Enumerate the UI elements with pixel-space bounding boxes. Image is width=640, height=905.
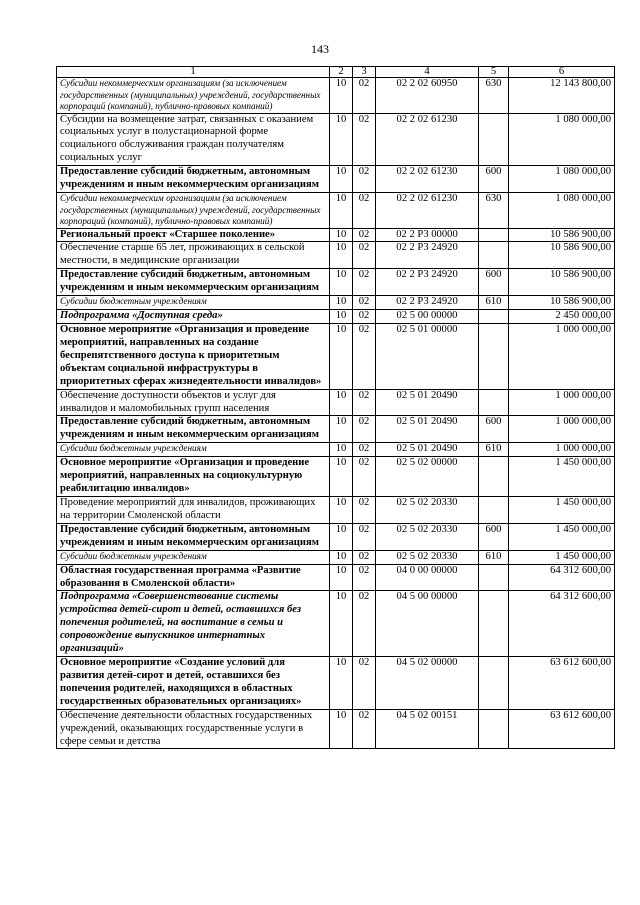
target-article-cell: 02 2 P3 24920: [376, 242, 479, 269]
expense-type-cell: [479, 242, 509, 269]
target-article-cell: 02 2 02 61230: [376, 193, 479, 229]
amount-cell: 1 000 000,00: [509, 389, 615, 416]
amount-cell: 1 080 000,00: [509, 113, 615, 166]
row-name-cell: Субсидии бюджетным учреждениям: [57, 296, 330, 310]
target-article-cell: 02 2 P3 00000: [376, 228, 479, 242]
expense-type-cell: 630: [479, 193, 509, 229]
expense-type-cell: 600: [479, 523, 509, 550]
table-row: [57, 78, 615, 114]
table-row: [57, 564, 615, 591]
subsection-code-cell: 02: [353, 523, 376, 550]
target-article-cell: 02 5 02 20330: [376, 523, 479, 550]
subsection-code-cell: 02: [353, 193, 376, 229]
row-name-cell: Подпрограмма «Доступная среда»: [57, 310, 330, 324]
row-name-cell: Субсидии на возмещение затрат, связанных с оказанием социальных услуг в полустационарной форме социального обслуживания граждан получателям социальных услуг: [57, 113, 330, 166]
subsection-code-cell: 02: [353, 228, 376, 242]
subsection-code-cell: 02: [353, 550, 376, 564]
expense-type-cell: 600: [479, 416, 509, 443]
target-article-cell: 02 2 P3 24920: [376, 269, 479, 296]
subsection-code-cell: 02: [353, 323, 376, 389]
section-code-cell: 10: [330, 389, 353, 416]
target-article-cell: 02 2 P3 24920: [376, 296, 479, 310]
section-code-cell: 10: [330, 323, 353, 389]
section-code-cell: 10: [330, 591, 353, 657]
row-name-cell: Подпрограмма «Совершенствование системы устройства детей-сирот и детей, оставшихся без попечения родителей, на воспитание в семьи и сопровождение выпускников интернатных организаций»: [57, 591, 330, 657]
expense-type-cell: [479, 228, 509, 242]
section-code-cell: 10: [330, 709, 353, 749]
row-name-cell: Основное мероприятие «Организация и проведение мероприятий, направленных на создание беспрепятственного доступа к приоритетным объектам социальной инфраструктуры в приоритетных сферах жизнедеятельности инвалидов»: [57, 323, 330, 389]
target-article-cell: 02 5 01 20490: [376, 416, 479, 443]
table-row: [57, 523, 615, 550]
subsection-code-cell: 02: [353, 242, 376, 269]
subsection-code-cell: 02: [353, 296, 376, 310]
target-article-cell: 02 5 00 00000: [376, 310, 479, 324]
page-number: 143: [311, 42, 329, 56]
target-article-cell: 02 2 02 61230: [376, 113, 479, 166]
target-article-cell: 02 2 02 61230: [376, 166, 479, 193]
table-row: [57, 709, 615, 749]
target-article-cell: 02 2 02 60950: [376, 78, 479, 114]
target-article-cell: 02 5 02 00000: [376, 457, 479, 497]
amount-cell: 1 450 000,00: [509, 523, 615, 550]
subsection-code-cell: 02: [353, 310, 376, 324]
amount-cell: 10 586 900,00: [509, 228, 615, 242]
section-code-cell: 10: [330, 113, 353, 166]
expense-type-cell: [479, 389, 509, 416]
row-name-cell: Основное мероприятие «Организация и проведение мероприятий, направленных на социокультурную реабилитацию инвалидов»: [57, 457, 330, 497]
table-row: [57, 496, 615, 523]
amount-cell: 2 450 000,00: [509, 310, 615, 324]
section-code-cell: 10: [330, 296, 353, 310]
table-row: [57, 193, 615, 229]
header-col-2: 2: [330, 67, 353, 78]
section-code-cell: 10: [330, 228, 353, 242]
row-name-cell: Субсидии бюджетным учреждениям: [57, 550, 330, 564]
header-row: [57, 67, 615, 78]
amount-cell: 1 000 000,00: [509, 416, 615, 443]
target-article-cell: 04 5 02 00000: [376, 657, 479, 710]
section-code-cell: 10: [330, 242, 353, 269]
table-row: [57, 550, 615, 564]
header-col-6: 6: [509, 67, 615, 78]
expense-type-cell: [479, 113, 509, 166]
row-name-cell: Предоставление субсидий бюджетным, автономным учреждениям и иным некоммерческим организациям: [57, 416, 330, 443]
expense-type-cell: [479, 591, 509, 657]
row-name-cell: Обеспечение деятельности областных государственных учреждений, оказывающих государственные услуги в сфере семьи и детства: [57, 709, 330, 749]
expense-type-cell: [479, 323, 509, 389]
section-code-cell: 10: [330, 657, 353, 710]
row-name-cell: Проведение мероприятий для инвалидов, проживающих на территории Смоленской области: [57, 496, 330, 523]
table-row: [57, 269, 615, 296]
section-code-cell: 10: [330, 457, 353, 497]
section-code-cell: 10: [330, 564, 353, 591]
budget-table: [56, 66, 615, 749]
section-code-cell: 10: [330, 496, 353, 523]
subsection-code-cell: 02: [353, 564, 376, 591]
header-col-4: 4: [376, 67, 479, 78]
row-name-cell: Региональный проект «Старшее поколение»: [57, 228, 330, 242]
section-code-cell: 10: [330, 310, 353, 324]
amount-cell: 1 000 000,00: [509, 323, 615, 389]
subsection-code-cell: 02: [353, 457, 376, 497]
expense-type-cell: 600: [479, 166, 509, 193]
expense-type-cell: [479, 657, 509, 710]
amount-cell: 63 612 600,00: [509, 657, 615, 710]
subsection-code-cell: 02: [353, 496, 376, 523]
section-code-cell: 10: [330, 269, 353, 296]
table-row: [57, 389, 615, 416]
row-name-cell: Основное мероприятие «Создание условий для развития детей-сирот и детей, оставшихся без попечения родителей, находящихся в областных государственных образовательных организациях»: [57, 657, 330, 710]
row-name-cell: Субсидии некоммерческим организациям (за исключением государственных (муниципальных) учреждений, государственных корпораций (компаний), публично-правовых компаний): [57, 193, 330, 229]
subsection-code-cell: 02: [353, 591, 376, 657]
row-name-cell: Предоставление субсидий бюджетным, автономным учреждениям и иным некоммерческим организациям: [57, 269, 330, 296]
target-article-cell: 04 5 02 00151: [376, 709, 479, 749]
section-code-cell: 10: [330, 193, 353, 229]
table-row: [57, 443, 615, 457]
section-code-cell: 10: [330, 550, 353, 564]
section-code-cell: 10: [330, 523, 353, 550]
section-code-cell: 10: [330, 443, 353, 457]
subsection-code-cell: 02: [353, 389, 376, 416]
expense-type-cell: 610: [479, 443, 509, 457]
row-name-cell: Областная государственная программа «Развитие образования в Смоленской области»: [57, 564, 330, 591]
target-article-cell: 04 5 00 00000: [376, 591, 479, 657]
expense-type-cell: [479, 564, 509, 591]
amount-cell: 1 450 000,00: [509, 496, 615, 523]
section-code-cell: 10: [330, 416, 353, 443]
target-article-cell: 04 0 00 00000: [376, 564, 479, 591]
header-col-5: 5: [479, 67, 509, 78]
table-row: [57, 113, 615, 166]
table-row: [57, 591, 615, 657]
row-name-cell: Субсидии некоммерческим организациям (за исключением государственных (муниципальных) учреждений, государственных корпораций (компаний), публично-правовых компаний): [57, 78, 330, 114]
amount-cell: 1 450 000,00: [509, 550, 615, 564]
subsection-code-cell: 02: [353, 657, 376, 710]
target-article-cell: 02 5 02 20330: [376, 550, 479, 564]
target-article-cell: 02 5 01 20490: [376, 443, 479, 457]
expense-type-cell: [479, 496, 509, 523]
subsection-code-cell: 02: [353, 78, 376, 114]
expense-type-cell: 630: [479, 78, 509, 114]
table-row: [57, 416, 615, 443]
expense-type-cell: [479, 709, 509, 749]
table-row: [57, 228, 615, 242]
header-col-1: 1: [57, 67, 330, 78]
table-row: [57, 657, 615, 710]
table-row: [57, 457, 615, 497]
subsection-code-cell: 02: [353, 166, 376, 193]
amount-cell: 1 080 000,00: [509, 193, 615, 229]
header-col-3: 3: [353, 67, 376, 78]
table-row: [57, 242, 615, 269]
table-row: [57, 296, 615, 310]
expense-type-cell: 600: [479, 269, 509, 296]
amount-cell: 12 143 800,00: [509, 78, 615, 114]
amount-cell: 64 312 600,00: [509, 591, 615, 657]
subsection-code-cell: 02: [353, 709, 376, 749]
amount-cell: 10 586 900,00: [509, 269, 615, 296]
row-name-cell: Обеспечение доступности объектов и услуг для инвалидов и маломобильных групп населения: [57, 389, 330, 416]
row-name-cell: Субсидии бюджетным учреждениям: [57, 443, 330, 457]
subsection-code-cell: 02: [353, 443, 376, 457]
section-code-cell: 10: [330, 78, 353, 114]
amount-cell: 1 450 000,00: [509, 457, 615, 497]
amount-cell: 64 312 600,00: [509, 564, 615, 591]
table-row: [57, 166, 615, 193]
row-name-cell: Предоставление субсидий бюджетным, автономным учреждениям и иным некоммерческим организациям: [57, 523, 330, 550]
amount-cell: 1 000 000,00: [509, 443, 615, 457]
target-article-cell: 02 5 02 20330: [376, 496, 479, 523]
amount-cell: 10 586 900,00: [509, 242, 615, 269]
amount-cell: 1 080 000,00: [509, 166, 615, 193]
row-name-cell: Обеспечение старше 65 лет, проживающих в сельской местности, в медицинские организации: [57, 242, 330, 269]
amount-cell: 63 612 600,00: [509, 709, 615, 749]
expense-type-cell: 610: [479, 296, 509, 310]
table-row: [57, 310, 615, 324]
subsection-code-cell: 02: [353, 416, 376, 443]
target-article-cell: 02 5 01 00000: [376, 323, 479, 389]
row-name-cell: Предоставление субсидий бюджетным, автономным учреждениям и иным некоммерческим организациям: [57, 166, 330, 193]
expense-type-cell: [479, 457, 509, 497]
table-row: [57, 323, 615, 389]
expense-type-cell: [479, 310, 509, 324]
section-code-cell: 10: [330, 166, 353, 193]
target-article-cell: 02 5 01 20490: [376, 389, 479, 416]
expense-type-cell: 610: [479, 550, 509, 564]
subsection-code-cell: 02: [353, 113, 376, 166]
subsection-code-cell: 02: [353, 269, 376, 296]
amount-cell: 10 586 900,00: [509, 296, 615, 310]
